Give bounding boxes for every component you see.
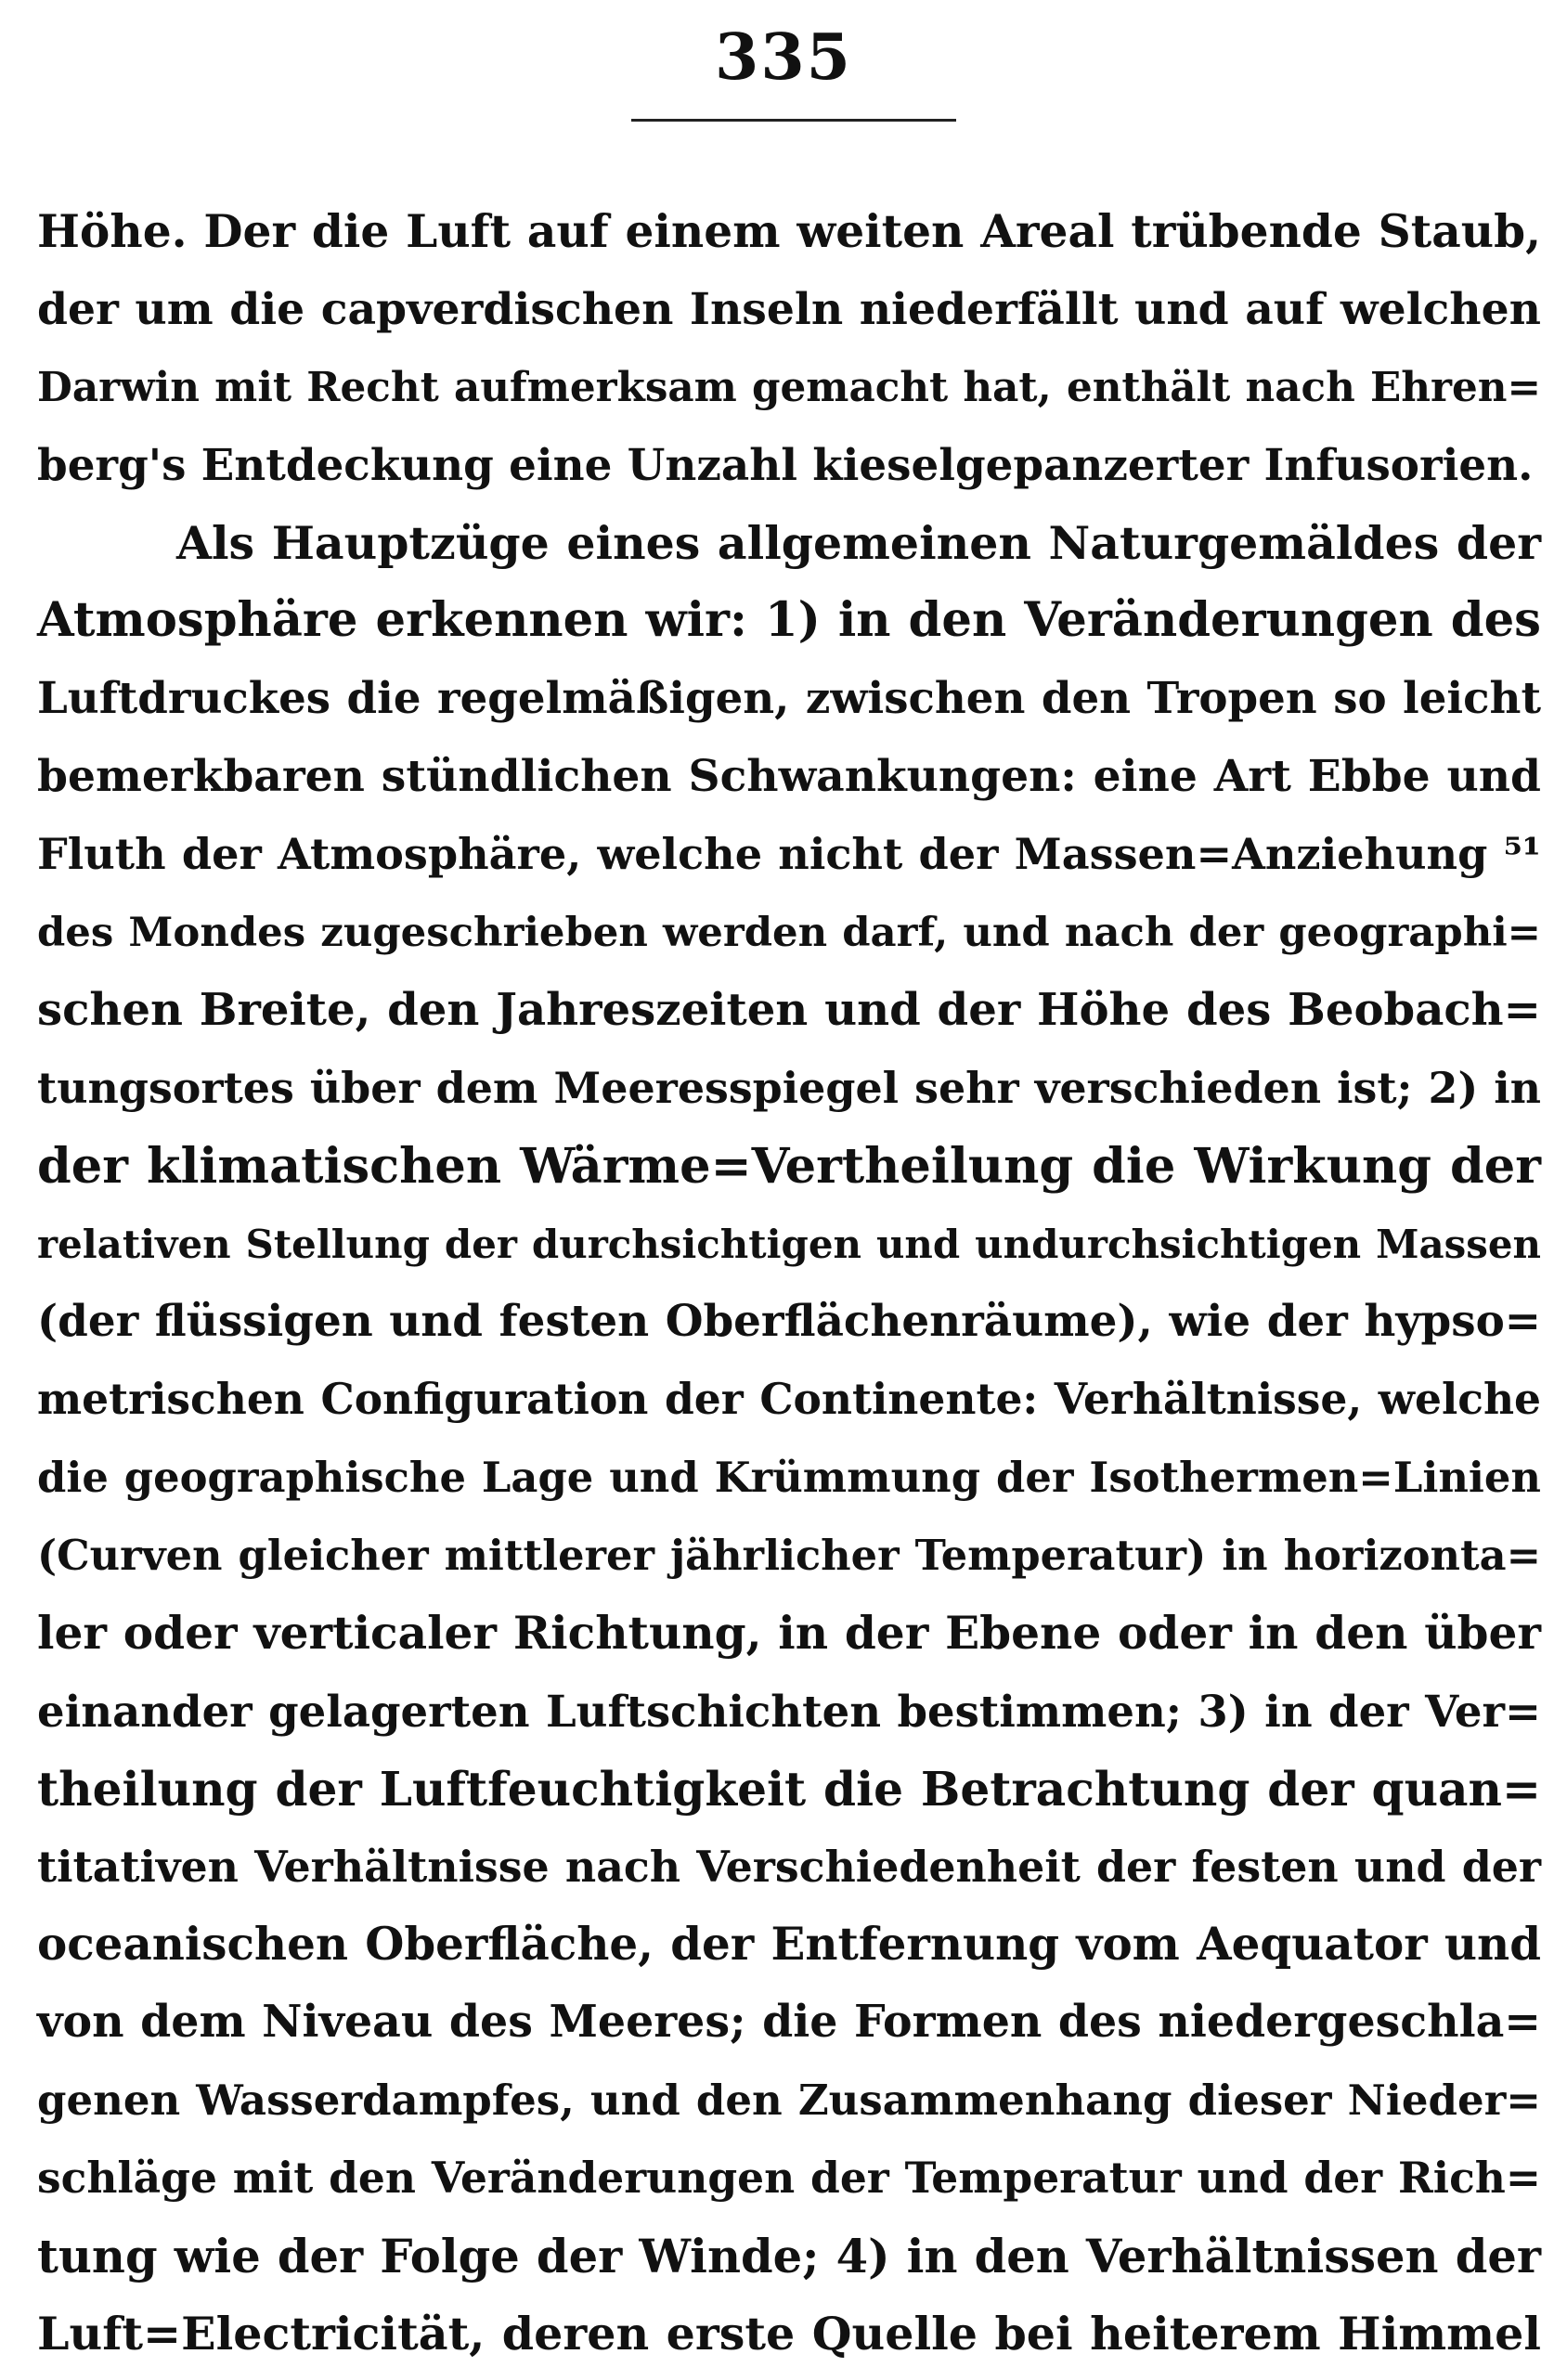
- text-line: der um die capverdischen Inseln niederfällt und auf welchen: [37, 283, 1541, 335]
- text-line: schen Breite, den Jahreszeiten und der Höhe des Beobach=: [37, 983, 1541, 1036]
- text-line: relativen Stellung der durchsichtigen und undurchsichtigen Massen: [37, 1221, 1541, 1267]
- text-line: genen Wasserdampfes, und den Zusammenhang dieser Nieder=: [37, 2076, 1541, 2126]
- text-line: schläge mit den Veränderungen der Temperatur und der Rich=: [37, 2153, 1541, 2204]
- text-line: titativen Verhältnisse nach Verschiedenheit der festen und der: [37, 1841, 1541, 1892]
- text-line: die geographische Lage und Krümmung der Isothermen=Linien: [37, 1453, 1541, 1503]
- text-line: Höhe. Der die Luft auf einem weiten Areal trübende Staub,: [37, 205, 1541, 258]
- text-line: Atmosphäre erkennen wir: 1) in den Veränderungen des: [37, 592, 1541, 649]
- text-line: theilung der Luftfeuchtigkeit die Betrachtung der quan=: [37, 1761, 1541, 1817]
- text-line: Fluth der Atmosphäre, welche nicht der Massen=Anziehung ⁵¹: [37, 829, 1541, 880]
- text-line: Darwin mit Recht aufmerksam gemacht hat, enthält nach Ehren=: [37, 363, 1541, 411]
- text-line: bemerkbaren stündlichen Schwankungen: eine Art Ebbe und: [37, 751, 1541, 803]
- text-line: des Mondes zugeschrieben werden darf, und nach der geographi=: [37, 909, 1541, 957]
- text-line: (Curven gleicher mittlerer jährlicher Temperatur) in horizonta=: [37, 1531, 1541, 1581]
- text-line: ler oder verticaler Richtung, in der Ebene oder in den über: [37, 1607, 1541, 1661]
- text-line: oceanischen Oberfläche, der Entfernung vom Aequator und: [37, 1918, 1541, 1971]
- text-line: berg's Entdeckung eine Unzahl kieselgepanzerter Infusorien.: [37, 439, 1534, 491]
- header-rule: [631, 119, 956, 122]
- body-text: [37, 193, 1541, 2374]
- page-number: 335: [715, 20, 852, 95]
- text-line: Luftdruckes die regelmäßigen, zwischen den Tropen so leicht: [37, 673, 1541, 725]
- text-line: tungsortes über dem Meeresspiegel sehr verschieden ist; 2) in: [37, 1062, 1541, 1113]
- text-line: Luft=Electricität, deren erste Quelle bei heiterem Himmel: [37, 2307, 1541, 2361]
- text-line: metrischen Configuration der Continente: Verhältnisse, welche: [37, 1374, 1541, 1425]
- text-line: einander gelagerten Luftschichten bestimmen; 3) in der Ver=: [37, 1685, 1541, 1737]
- text-line: Als Hauptzüge eines allgemeinen Naturgemäldes der: [176, 515, 1541, 570]
- text-line: (der flüssigen und festen Oberflächenräume), wie der hypso=: [37, 1296, 1541, 1348]
- text-line: von dem Niveau des Meeres; die Formen des niedergeschla=: [37, 1996, 1541, 2049]
- text-line: der klimatischen Wärme=Vertheilung die Wirkung der: [37, 1137, 1541, 1195]
- text-line: tung wie der Folge der Winde; 4) in den Verhältnissen der: [37, 2229, 1541, 2284]
